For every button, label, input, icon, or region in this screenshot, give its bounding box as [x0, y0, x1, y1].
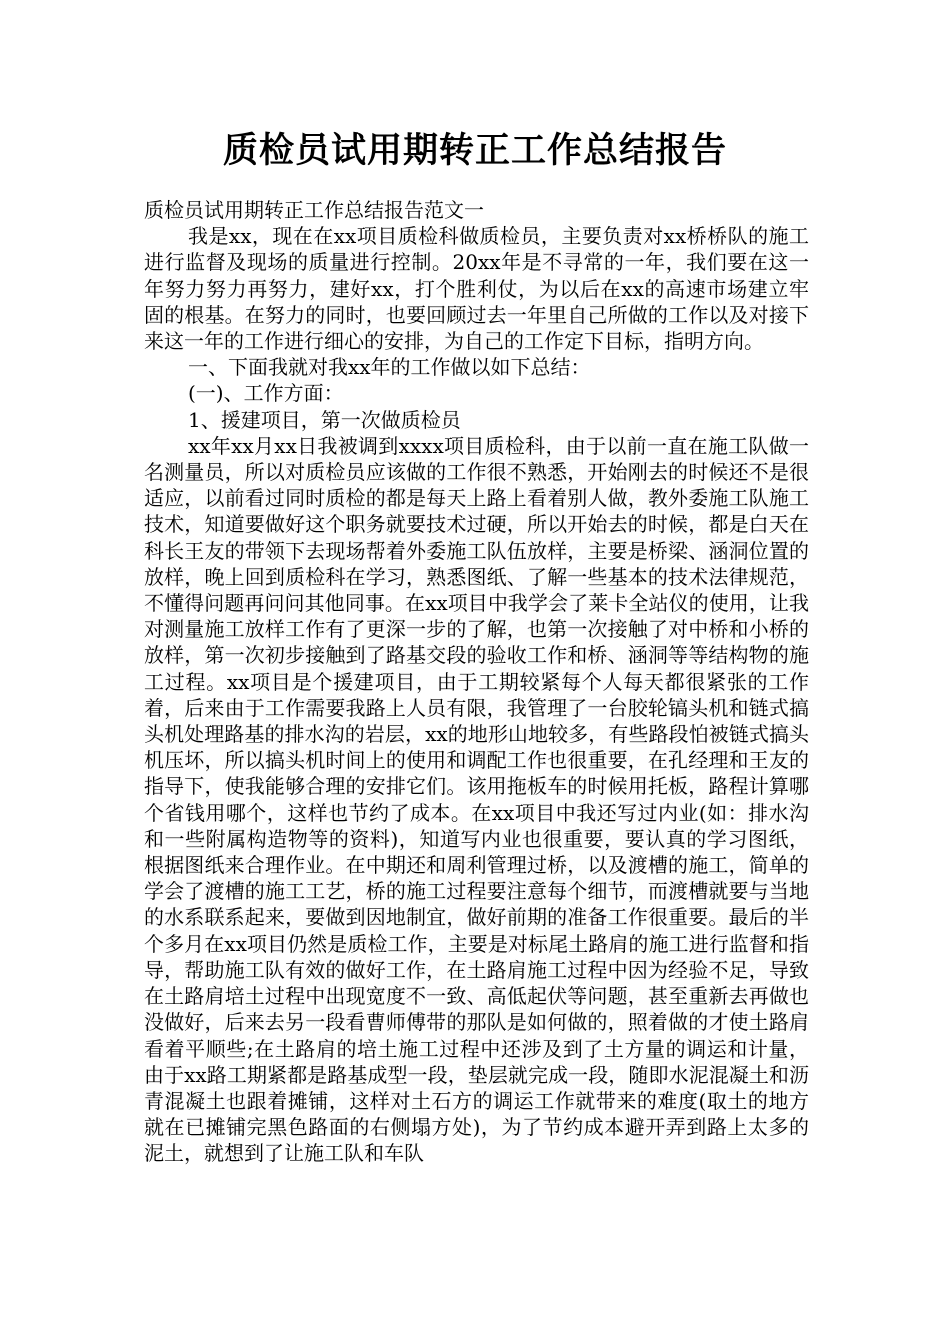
subtitle-paragraph: 质检员试用期转正工作总结报告范文一	[144, 198, 484, 222]
subsection-heading: (一)、工作方面：	[188, 381, 344, 406]
section-heading: 一、下面我就对我xx年的工作做以如下总结：	[188, 355, 591, 380]
document-body	[144, 197, 809, 1167]
intro-paragraph: 我是xx，现在在xx项目质检科做质检员，主要负责对xx桥桥队的施工进行监督及现场的质量进行控制。20xx年是不寻常的一年，我们要在这一年努力努力再努力，建好xx，打个胜利仗，为以后在xx的高速市场建立牢固的根基。在努力的同时，也要回顾过去一年里自己所做的工作以及对接下来这一年的工作进行细心的安排，为自己的工作定下目标，指明方向。	[144, 224, 809, 354]
item-heading: 1、援建项目，第一次做质检员	[188, 407, 461, 432]
item-paragraph: xx年xx月xx日我被调到xxxx项目质检科，由于以前一直在施工队做一名测量员，所以对质检员应该做的工作很不熟悉，开始刚去的时候还不是很适应，以前看过同时质检的都是每天上路上看着别人做，教外委施工队施工技术，知道要做好这个职务就要技术过硬，所以开始去的时候，都是白天在科长王友的带领下去现场帮着外委施工队伍放样，主要是桥梁、涵洞位置的放样，晚上回到质检科在学习，熟悉图纸、了解一些基本的技术法律规范，不懂得问题再问问其他同事。在xx项目中我学会了莱卡全站仪的使用，让我对测量施工放样工作有了更深一步的了解，也第一次接触了对中桥和小桥的放样，第一次初步接触到了路基交段的验收工作和桥、涵洞等等结构物的施工过程。xx项目是个援建项目，由于工期较紧每个人每天都很紧张的工作着，后来由于工作需要我路上人员有限，我管理了一台胶轮镐头机和链式搞头机处理路基的排水沟的岩层，xx的地形山地较多，有些路段怕被链式搞头机压坏，所以搞头机时间上的使用和调配工作也很重要，在孔经理和王友的指导下，使我能够合理的安排它们。该用拖板车的时候用托板，路程计算哪个省钱用哪个，这样也节约了成本。在xx项目中我还写过内业(如：排水沟和一些附属构造物等的资料)，知道写内业也很重要，要认真的学习图纸，根据图纸来合理作业。在中期还和周利管理过桥，以及渡槽的施工，简单的学会了渡槽的施工工艺，桥的施工过程要注意每个细节，而渡槽就要与当地的水系联系起来，要做到因地制宜，做好前期的准备工作很重要。最后的半个多月在xx项目仍然是质检工作，主要是对标尾土路肩的施工进行监督和指导，帮助施工队有效的做好工作，在土路肩施工过程中因为经验不足，导致在土路肩培土过程中出现宽度不一致、高低起伏等问题，甚至重新去再做也没做好，后来去另一段看曹师傅带的那队是如何做的，照着做的才使土路肩看着平顺些;在土路肩的培土施工过程中还涉及到了土方量的调运和计量，由于xx路工期紧都是路基成型一段，垫层就完成一段，随即水泥混凝土和沥青混凝土也跟着摊铺，这样对土石方的调运工作就带来的难度(取土的地方就在已摊铺完黑色路面的右侧塌方处)，为了节约成本避开弄到路上太多的泥土，就想到了让施工队和车队	[144, 433, 809, 1166]
document-title: 质检员试用期转正工作总结报告	[222, 131, 727, 171]
